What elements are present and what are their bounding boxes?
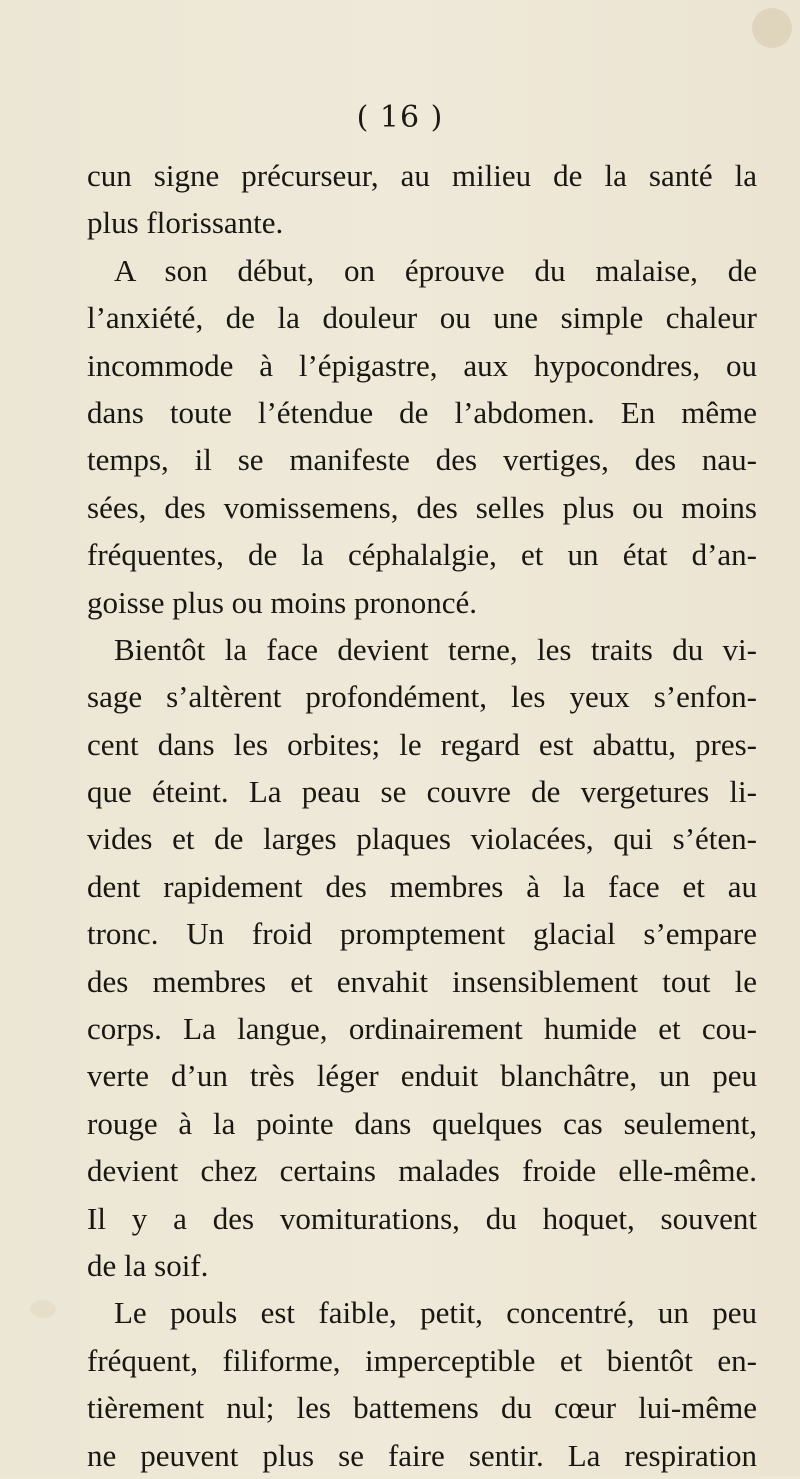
text-line: ne peuvent plus se faire sentir. La respiration: [87, 1437, 757, 1473]
text-line: incommode à l’épigastre, aux hypocondres, ou: [87, 347, 757, 383]
text-line: corps. La langue, ordinairement humide et cou-: [87, 1011, 757, 1047]
text-line: de la soif.: [87, 1247, 209, 1283]
paper-stain: [30, 1300, 56, 1318]
text-line: fréquent, filiforme, imperceptible et bientôt en-: [87, 1342, 757, 1378]
text-line: verte d’un très léger enduit blanchâtre, un peu: [87, 1058, 757, 1094]
text-line: rouge à la pointe dans quelques cas seulement,: [87, 1105, 757, 1141]
text-line: dans toute l’étendue de l’abdomen. En même: [87, 394, 757, 430]
text-line: que éteint. La peau se couvre de vergetures li-: [87, 774, 757, 810]
text-line: tronc. Un froid promptement glacial s’empare: [87, 916, 757, 952]
text-line: vides et de larges plaques violacées, qui s’éten-: [87, 821, 757, 857]
text-line: Il y a des vomiturations, du hoquet, souvent: [87, 1200, 757, 1236]
text-line: devient chez certains malades froide elle-même.: [87, 1153, 757, 1189]
paper-stain: [752, 8, 792, 48]
text-line: cun signe précurseur, au milieu de la santé la: [87, 158, 757, 193]
text-line: Bientôt la face devient terne, les traits du vi-: [114, 631, 757, 667]
text-line: goisse plus ou moins prononcé.: [87, 584, 478, 620]
text-line: dent rapidement des membres à la face et au: [87, 868, 757, 904]
text-line: cent dans les orbites; le regard est abattu, pres-: [87, 726, 757, 762]
text-line: plus florissante.: [87, 205, 284, 241]
text-line: Le pouls est faible, petit, concentré, un peu: [114, 1295, 757, 1331]
text-line: temps, il se manifeste des vertiges, des nau-: [87, 442, 757, 478]
text-line: A son début, on éprouve du malaise, de: [114, 252, 757, 288]
text-line: tièrement nul; les battemens du cœur lui-même: [87, 1390, 757, 1426]
text-line: sage s’altèrent profondément, les yeux s’enfon-: [87, 679, 757, 715]
text-line: fréquentes, de la céphalalgie, et un état d’an-: [87, 537, 757, 573]
body-text: [87, 152, 757, 1479]
text-line: sées, des vomissemens, des selles plus ou moins: [87, 489, 757, 525]
page-number: ( 16 ): [356, 100, 444, 135]
text-line: l’anxiété, de la douleur ou une simple chaleur: [87, 300, 757, 336]
text-line: des membres et envahit insensiblement tout le: [87, 963, 757, 999]
